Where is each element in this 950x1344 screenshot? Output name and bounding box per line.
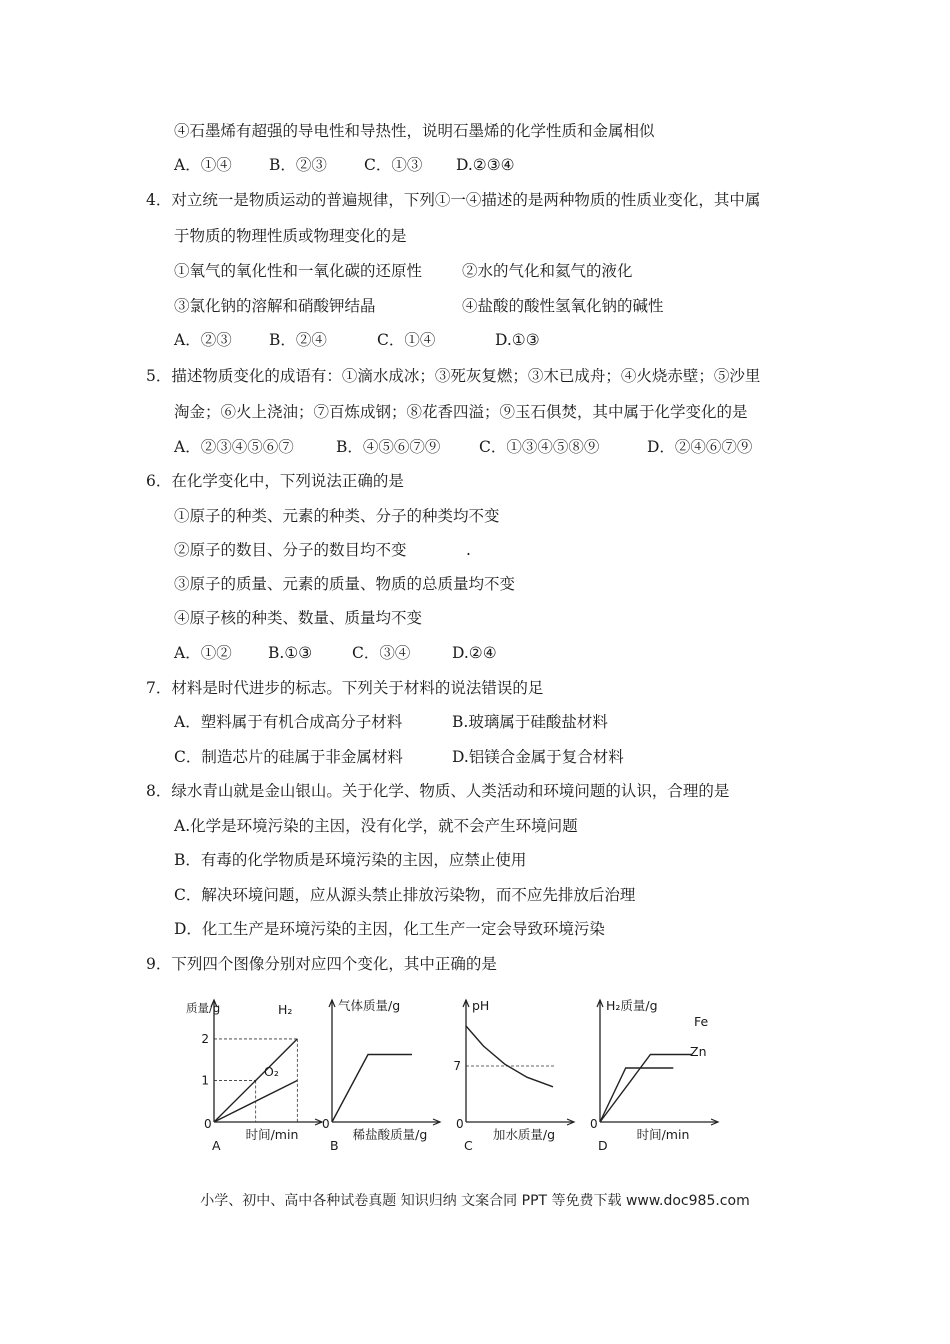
q4-item-2: ②水的气化和氦气的液化 — [462, 262, 633, 280]
q5-stem: 5．描述物质变化的成语有：①滴水成冰；③死灰复燃；③木已成舟；④火烧赤壁；⑤沙里 — [146, 367, 761, 385]
q6-item-2: ②原子的数目、分子的数目均不变 — [174, 541, 407, 559]
graph-3-panel-letter: D — [598, 1138, 608, 1153]
graph-1-xlabel: 稀盐酸质量/g — [352, 1127, 428, 1142]
q8-option-b: B．有毒的化学物质是环境污染的主因，应禁止使用 — [174, 851, 527, 869]
graph-0-series-0-label: H₂ — [278, 1002, 293, 1017]
option-c: C．①④ — [377, 331, 436, 349]
q7-option-b: B.玻璃属于硅酸盐材料 — [452, 713, 608, 731]
option-d: D.①③ — [495, 331, 540, 349]
q9-graphs — [180, 982, 740, 1162]
q4-options — [174, 330, 540, 350]
q6-item-3: ③原子的质量、元素的质量、物质的总质量均不变 — [174, 575, 516, 593]
q9-stem: 9．下列四个图像分别对应四个变化，其中正确的是 — [146, 955, 497, 973]
q5-options — [174, 437, 752, 457]
option-b: B．②④ — [269, 331, 327, 349]
graph-0-xlabel: 时间/min — [245, 1127, 299, 1142]
q8-option-a: A.化学是环境污染的主因，没有化学，就不会产生环境问题 — [174, 817, 578, 835]
q8-option-c: C．解决环境问题，应从源头禁止排放污染物，而不应先排放后治理 — [174, 886, 636, 904]
graph-3-series-1-line — [600, 1068, 673, 1122]
q4-item-3: ③氯化钠的溶解和硝酸钾结晶 — [174, 297, 376, 315]
q3-statement-4: ④石墨烯有超强的导电性和导热性，说明石墨烯的化学性质和金属相似 — [174, 122, 655, 140]
option-b: B．②③ — [269, 156, 327, 174]
q4-item-4: ④盐酸的酸性氢氧化钠的碱性 — [462, 297, 664, 315]
option-c: C．①③④⑤⑧⑨ — [479, 438, 600, 456]
option-d: D.②④ — [452, 644, 497, 662]
q7-option-a: A．塑料属于有机合成高分子材料 — [174, 713, 403, 731]
graph-1-origin-label: 0 — [322, 1117, 330, 1131]
q6-options — [174, 643, 497, 663]
graph-3-series-0-label: Fe — [694, 1014, 709, 1029]
graph-1-series-0-line — [332, 1055, 412, 1123]
graph-2-ylabel: pH — [472, 998, 490, 1013]
footer-text: 小学、初中、高中各种试卷真题 知识归纳 文案合同 PPT 等免费下载 www.doc985.com — [200, 1193, 750, 1209]
q8-stem: 8．绿水青山就是金山银山。关于化学、物质、人类活动和环境问题的认识，合理的是 — [146, 782, 730, 800]
option-a: A．②③ — [174, 331, 232, 349]
stray-dot: . — [466, 541, 471, 559]
q5-stem-cont: 淘金；⑥火上浇油；⑦百炼成钢；⑧花香四溢；⑨玉石俱焚，其中属于化学变化的是 — [174, 403, 748, 421]
graph-2-ytick-0: 7 — [453, 1059, 461, 1073]
graph-0-ylabel: 质量/g — [186, 1001, 221, 1015]
option-d: D．②④⑥⑦⑨ — [647, 438, 753, 456]
graph-2-series-0-line — [466, 1026, 553, 1087]
graph-0-ytick-0: 1 — [201, 1073, 209, 1088]
option-a: A．①④ — [174, 156, 232, 174]
graph-0-origin-label: 0 — [204, 1117, 212, 1131]
graph-3-series-0-line — [600, 1055, 692, 1123]
q6-item-4: ④原子核的种类、数量、质量均不变 — [174, 609, 423, 627]
graph-0-ytick-1: 2 — [201, 1031, 209, 1046]
option-c: C．③④ — [352, 644, 411, 662]
q7-option-d: D.铝镁合金属于复合材料 — [452, 748, 624, 766]
graph-3-origin-label: 0 — [590, 1117, 598, 1131]
option-b: B.①③ — [268, 644, 313, 662]
q7-stem: 7．材料是时代进步的标志。下列关于材料的说法错误的足 — [146, 679, 544, 697]
q6-item-1: ①原子的种类、元素的种类、分子的种类均不变 — [174, 507, 500, 525]
option-c: C．①③ — [364, 156, 423, 174]
option-b: B．④⑤⑥⑦⑨ — [336, 438, 441, 456]
graph-1-ylabel: 气体质量/g — [338, 998, 401, 1013]
q3-options — [174, 155, 515, 175]
graph-2-xlabel: 加水质量/g — [492, 1127, 556, 1142]
q8-option-d: D．化工生产是环境污染的主因，化工生产一定会导致环境污染 — [174, 920, 605, 938]
q4-item-1: ①氧气的氧化性和一氧化碳的还原性 — [174, 262, 423, 280]
option-a: A．①② — [174, 644, 232, 662]
q6-stem: 6．在化学变化中，下列说法正确的是 — [146, 472, 404, 490]
graph-3-xlabel: 时间/min — [636, 1127, 690, 1142]
graph-2-panel-letter: C — [464, 1138, 473, 1153]
option-d: D.②③④ — [456, 156, 515, 174]
graph-1-panel-letter: B — [330, 1138, 339, 1153]
q4-stem-cont: 于物质的物理性质或物理变化的是 — [174, 227, 407, 245]
graph-0-panel-letter: A — [212, 1138, 221, 1153]
q4-stem: 4．对立统一是物质运动的普遍规律，下列①一④描述的是两种物质的性质业变化，其中属 — [146, 191, 761, 209]
graph-2-origin-label: 0 — [456, 1117, 464, 1131]
graph-0-series-1-label: O₂ — [264, 1064, 279, 1079]
q7-option-c: C．制造芯片的硅属于非金属材料 — [174, 748, 403, 766]
graph-3-ylabel: H₂质量/g — [606, 998, 658, 1013]
option-a: A．②③④⑤⑥⑦ — [174, 438, 294, 456]
graph-3-series-1-label: Zn — [690, 1044, 707, 1059]
